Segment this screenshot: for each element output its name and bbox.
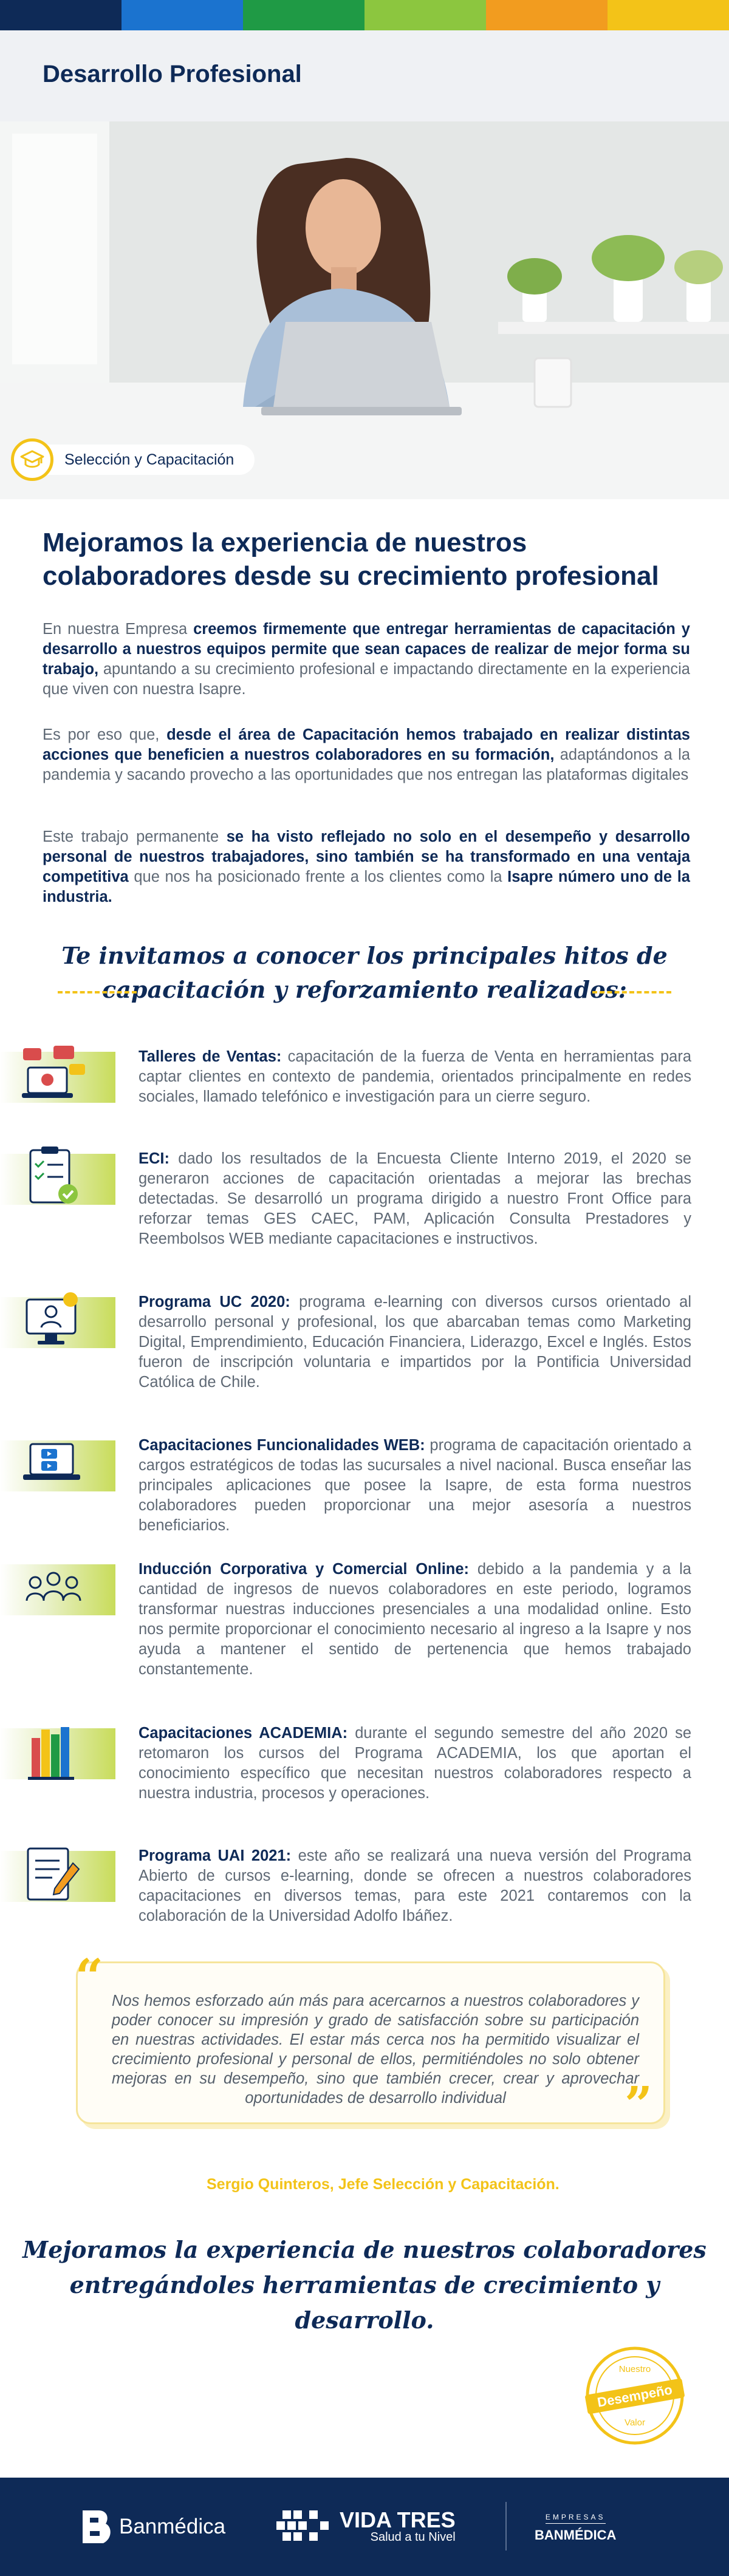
vidatres-logo: [276, 2509, 456, 2543]
sales-laptop-icon: [17, 1040, 90, 1113]
vidatres-cross-icon: [276, 2509, 335, 2543]
color-segment: [0, 0, 122, 30]
open-quote-mark: “: [75, 1948, 104, 2005]
training-paragraph: Es por eso que, desde el área de Capacitación hemos trabajado en realizar distintas acciones que beneficien a nuestros colaboradores en su formación, adaptándonos a la pandemia y sacando provecho a las oportunidades que nos entregan las plataformas digitales: [43, 726, 691, 783]
team-people-icon: [17, 1552, 90, 1625]
invite-heading: [0, 939, 729, 1007]
milestone-text: Programa UC 2020: programa e-learning con diversos cursos orientado al desarrollo personal y profesional, los que abarcaban temas como Marketing Digital, Emprendimiento, Educación Financiera, Liderazgo, Excel e Inglés. Estos fueron de inscripción voluntaria e impartidos por la Pontificia Universidad Católica de Chile.: [139, 1293, 691, 1391]
checklist-clipboard-icon: [17, 1142, 90, 1215]
empresas-banmedica-logo: [535, 2513, 616, 2543]
seal-center-text: Desempeño: [596, 2382, 674, 2410]
results-paragraph: Este trabajo permanente se ha visto reflejado no solo en el desempeño y desarrollo personal de nuestros trabajadores, sino también se ha transformado en una ventaja competitiva que nos ha posicionado frente a los clientes como la Isapre número uno de la industria.: [43, 828, 690, 905]
vidatres-name: VIDA TRES: [340, 2507, 456, 2532]
banmedica-b-icon: [79, 2508, 114, 2546]
elearning-monitor-icon: [17, 1285, 90, 1358]
quote-text: Nos hemos esforzado aún más para acercarnos a nuestros colaboradores y poder conocer su impresión y grado de satisfacción sobre su participación en nuestras actividades. El estar más cerca nos ha permitido visualizar el crecimiento profesional y personal de ellos, permitiéndoles no solo obtener mejoras en su desempeño, sino que también crecer, crear y aprovechar oportunidades de desarrollo individual: [112, 1992, 639, 2107]
milestone-text: Inducción Corporativa y Comercial Online: debido a la pandemia y a la cantidad de ingresos de nuevos colaboradores en este periodo, logramos transformar nuestras inducciones presenciales a una modalidad online. Esto nos permite proporcionar el conocimiento necesario al ingreso a la Isapre y nos ayuda a mantener el sentido de pertenencia que hemos trabajado constantemente.: [139, 1561, 691, 1678]
top-color-bar: [0, 0, 729, 30]
color-segment: [364, 0, 486, 30]
section-tag: [11, 438, 255, 481]
invite-line-2: capacitación y reforzamiento realizados:: [102, 976, 627, 1003]
color-segment: [243, 0, 364, 30]
close-quote-mark: ”: [625, 2076, 653, 2133]
section-tag-label: Selección y Capacitación: [36, 445, 255, 475]
desempeno-seal-icon: [583, 2344, 686, 2447]
color-segment: [608, 0, 729, 30]
books-icon: [17, 1716, 90, 1789]
invite-line-1: Te invitamos a conocer los principales hitos de: [61, 942, 668, 969]
video-laptop-icon: [17, 1428, 90, 1501]
intro-paragraph: En nuestra Empresa creemos firmemente que entregar herramientas de capacitación y desarrollo a nuestros equipos permite que sean capaces de realizar de mejor forma su trabajo, apuntando a su crecimiento profesional e impactando directamente en la experiencia que viven con nuestra Isapre.: [43, 621, 690, 698]
main-title: Mejoramos la experiencia de nuestros colaboradores desde su crecimiento profesional: [43, 528, 659, 591]
seal-bottom-text: Valor: [625, 2418, 645, 2428]
milestone-text: Capacitaciones Funcionalidades WEB: programa de capacitación orientado a cargos estratégicos de todas las sucursales a nivel nacional. Busca enseñar las principales aplicaciones que posee la Isapre, de esta forma nuestros colaboradores pueden proporcionar una mejor asesoría a nuestros beneficiarios.: [139, 1437, 691, 1534]
milestone-text: Talleres de Ventas: capacitación de la fuerza de Venta en herramientas para captar clientes en contexto de pandemia, orientados principalmente en redes sociales, llamado telefónico e investigación para un cierre seguro.: [139, 1048, 691, 1105]
certificate-pen-icon: [17, 1839, 90, 1912]
empresas-label: EMPRESAS: [546, 2513, 606, 2524]
quote-author: Sergio Quinteros, Jefe Selección y Capacitación.: [207, 2176, 560, 2193]
graduation-cap-icon: [11, 438, 53, 481]
testimonial-quote: [75, 1948, 665, 2133]
closing-line-2: entregándoles herramientas de crecimiento y desarrollo.: [69, 2271, 660, 2334]
milestone-text: Capacitaciones ACADEMIA: durante el segundo semestre del año 2020 se retomaron los cursos del Programa ACADEMIA, los que aportan el conocimiento específico que necesitan nuestros colaboradores respecto a nuestra industria, procesos y operaciones.: [139, 1725, 692, 1802]
vidatres-tagline: Salud a tu Nivel: [370, 2530, 456, 2544]
footer: [0, 2478, 729, 2576]
closing-line-1: Mejoramos la experiencia de nuestros colaboradores: [22, 2236, 707, 2263]
banmedica-logo: [79, 2508, 225, 2546]
footer-divider: [505, 2502, 507, 2550]
closing-message: [0, 2232, 729, 2338]
banmedica-name: Banmédica: [119, 2515, 226, 2538]
dashed-divider-left: [58, 991, 137, 993]
milestone-text: ECI: dado los resultados de la Encuesta Cliente Interno 2019, el 2020 se generaron acciones de capacitación orientadas a mejorar las brechas detectadas. Se desarrolló un programa dirigido a nuestro Front Office para reforzar temas GES CAEC, PAM, Aplicación Consulta Prestadores y Reembolsos WEB mediante capacitaciones e instructivos.: [139, 1150, 691, 1247]
empresas-banmedica-name: BANMÉDICA: [535, 2527, 617, 2543]
page-title: Desarrollo Profesional: [43, 61, 302, 87]
page-header: [0, 30, 729, 121]
color-segment: [486, 0, 608, 30]
dashed-divider-right: [592, 991, 671, 993]
color-segment: [122, 0, 243, 30]
seal-top-text: Nuestro: [618, 2364, 651, 2374]
milestone-text: Programa UAI 2021: este año se realizará una nueva versión del Programa Abierto de cursos e-learning, donde se ofrecen a nuestros colaboradores capacitaciones en diversos temas, para este 2021 contaremos con la colaboración de la Universidad Adolfo Ibáñez.: [139, 1847, 691, 1924]
